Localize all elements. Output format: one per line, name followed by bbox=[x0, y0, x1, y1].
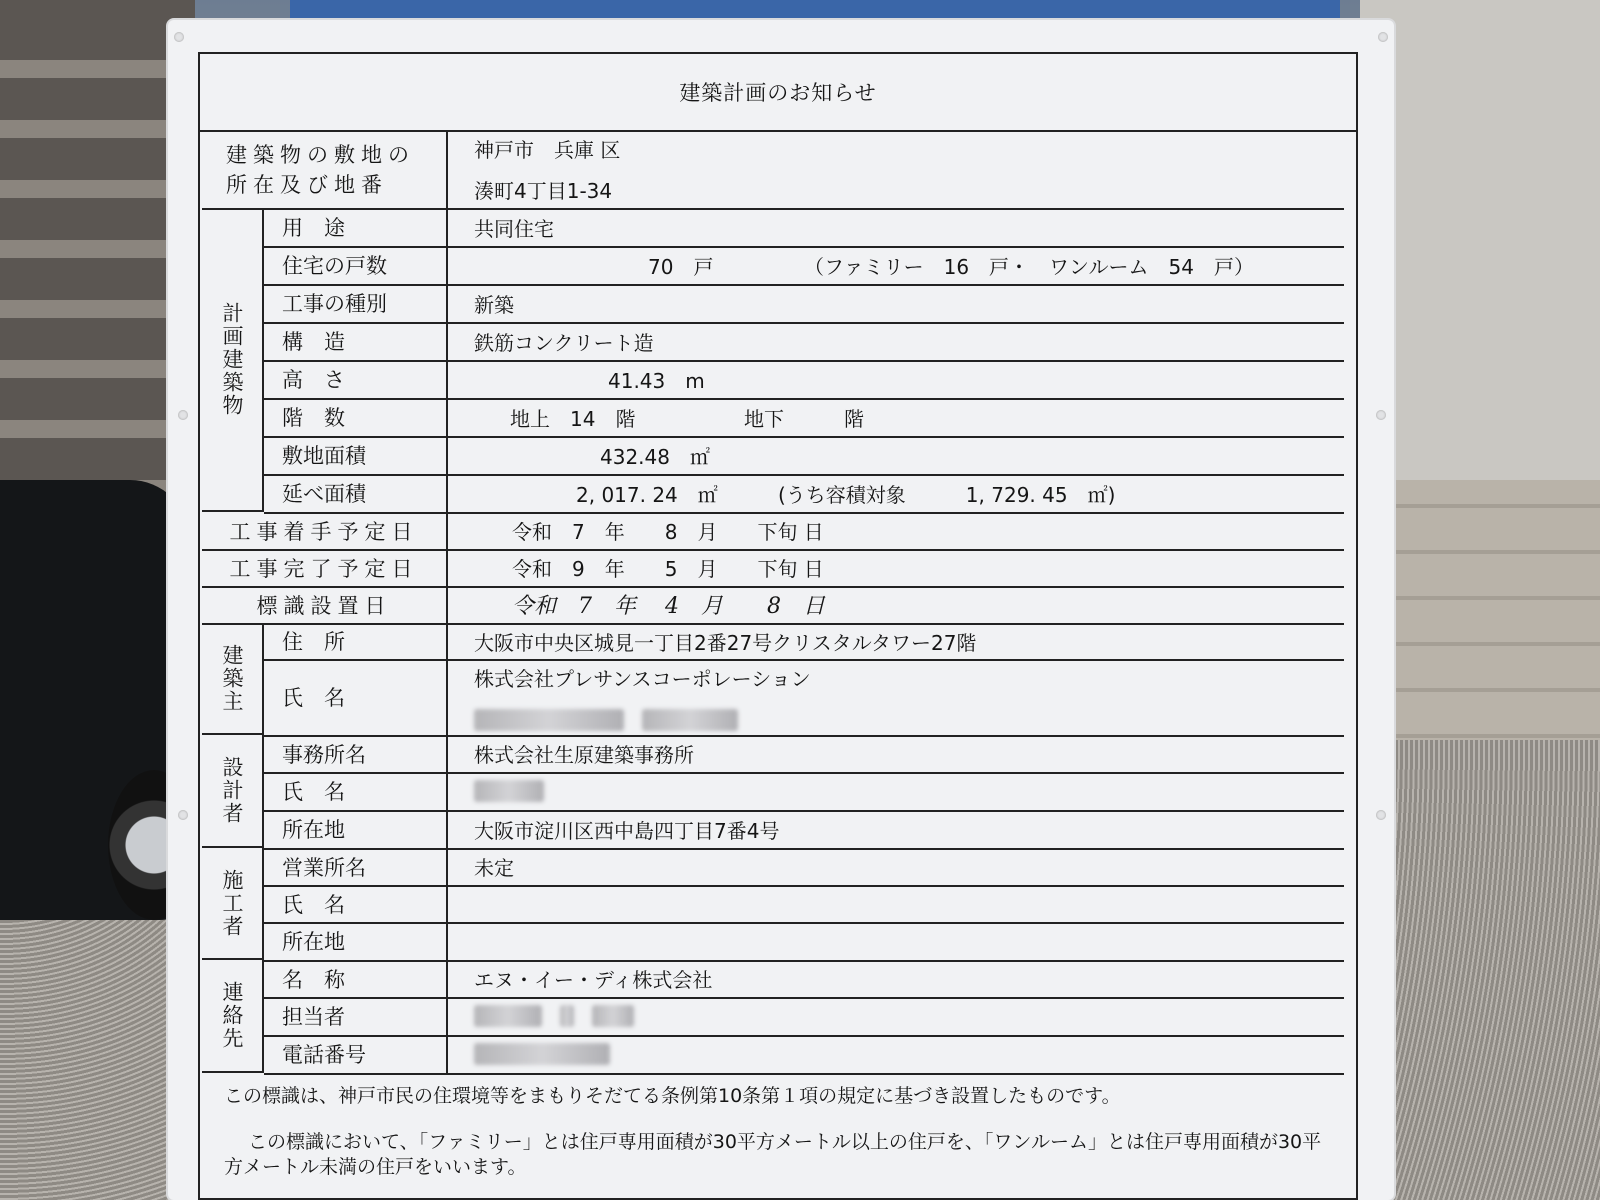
contact-phone-label: 電話番号 bbox=[264, 1035, 448, 1073]
floors-above: 地上 14 階 bbox=[510, 406, 636, 431]
contact-person-redacted bbox=[448, 997, 652, 1035]
floor-area-row bbox=[264, 474, 1344, 514]
ordinance-note: この標識は、神戸市民の住環境等をまもりそだてる条例第10条第１項の規定に基づき設置したものです。 bbox=[224, 1085, 1121, 1107]
notice-title: 建築計画のお知らせ bbox=[200, 54, 1356, 132]
site-area-row bbox=[264, 436, 1344, 476]
apartment-building-left bbox=[0, 0, 195, 560]
site-area-label: 敷地面積 bbox=[264, 436, 448, 474]
designer-name-label: 氏 名 bbox=[264, 772, 448, 810]
owner-name-label: 氏 名 bbox=[264, 659, 448, 735]
site-label-line2: 所在及び地番 bbox=[226, 173, 388, 197]
work-type-value: 新築 bbox=[474, 292, 514, 317]
owner-representative-redacted bbox=[474, 706, 756, 731]
contact-person-row bbox=[264, 997, 1344, 1037]
plan-group-label bbox=[202, 208, 264, 512]
structure-label: 構 造 bbox=[264, 322, 448, 360]
height-row bbox=[264, 360, 1344, 400]
block-wall bbox=[1360, 480, 1600, 780]
owner-group-label bbox=[202, 623, 264, 735]
finish-date-label: 工事完了予定日 bbox=[202, 549, 448, 586]
units-total: 70 戸 bbox=[648, 254, 714, 279]
floor-area-value: 2, 017. 24 ㎡ bbox=[576, 482, 718, 507]
owner-address-value: 大阪市中央区城見一丁目2番27号クリスタルタワー27階 bbox=[474, 630, 977, 655]
posted-date-row bbox=[202, 586, 1344, 625]
notice-sheet bbox=[198, 52, 1358, 1200]
contractor-office-label: 営業所名 bbox=[264, 848, 448, 885]
contractor-group-text: 施工者 bbox=[220, 868, 244, 938]
owner-company-name: 株式会社プレサンスコーポレーション bbox=[474, 667, 811, 692]
owner-address-label: 住 所 bbox=[264, 623, 448, 659]
start-date-label: 工事着手予定日 bbox=[202, 512, 448, 549]
contact-phone-redacted bbox=[448, 1035, 628, 1073]
designer-group-label bbox=[202, 735, 264, 848]
site-address-row bbox=[202, 130, 1344, 210]
work-type-label: 工事の種別 bbox=[264, 284, 448, 322]
site-label-line1: 建築物の敷地の bbox=[226, 143, 415, 167]
contractor-location-label: 所在地 bbox=[264, 922, 448, 960]
designer-name-redacted bbox=[448, 772, 562, 810]
owner-address-row bbox=[264, 623, 1344, 661]
designer-office-value: 株式会社生原建築事務所 bbox=[474, 743, 694, 767]
use-label: 用 途 bbox=[264, 208, 448, 246]
designer-location-label: 所在地 bbox=[264, 810, 448, 848]
definition-note: この標識において、「ファミリー」とは住戸専用面積が30平方メートル以上の住戸を、「ワンルーム」とは住戸専用面積が30平方メートル未満の住戸をいいます。 bbox=[224, 1131, 1322, 1178]
contractor-name-row bbox=[264, 885, 1344, 924]
contractor-location-row bbox=[264, 922, 1344, 962]
designer-office-label: 事務所名 bbox=[264, 735, 448, 772]
floors-label: 階 数 bbox=[264, 398, 448, 436]
units-breakdown: （ファミリー 16 戸・ ワンルーム 54 戸） bbox=[804, 254, 1254, 279]
contractor-office-row bbox=[264, 848, 1344, 887]
owner-group-text: 建築主 bbox=[220, 643, 244, 713]
contact-name-value: エヌ・イー・ディ株式会社 bbox=[474, 968, 713, 992]
designer-location-row bbox=[264, 810, 1344, 850]
contact-group-text: 連絡先 bbox=[220, 981, 244, 1050]
floor-area-note: (うち容積対象 1, 729. 45 ㎡) bbox=[778, 482, 1116, 507]
site-address-line1: 神戸市 兵庫 区 bbox=[474, 138, 621, 162]
units-row bbox=[264, 246, 1344, 286]
use-row bbox=[264, 208, 1344, 248]
finish-date-value: 令和 9 年 5 月 下旬 日 bbox=[512, 557, 824, 581]
work-type-row bbox=[264, 284, 1344, 324]
start-date-row bbox=[202, 512, 1344, 551]
units-label: 住宅の戸数 bbox=[264, 246, 448, 284]
designer-group-text: 設計者 bbox=[220, 756, 244, 825]
contact-person-label: 担当者 bbox=[264, 997, 448, 1035]
finish-date-row bbox=[202, 549, 1344, 588]
contact-group-label bbox=[202, 960, 264, 1073]
building-notice-board bbox=[168, 20, 1394, 1200]
posted-date-value: 令和 7 年 4 月 8 日 bbox=[512, 594, 825, 619]
structure-row bbox=[264, 322, 1344, 362]
designer-office-row bbox=[264, 735, 1344, 774]
height-label: 高 さ bbox=[264, 360, 448, 398]
contractor-name-label: 氏 名 bbox=[264, 885, 448, 922]
designer-location-value: 大阪市淀川区西中島四丁目7番4号 bbox=[474, 818, 780, 843]
site-address-line2: 湊町4丁目1-34 bbox=[474, 179, 613, 203]
site-area-value: 432.48 ㎡ bbox=[600, 444, 710, 469]
floors-below: 地下 階 bbox=[744, 406, 864, 431]
contact-phone-row bbox=[264, 1035, 1344, 1075]
contractor-group-label bbox=[202, 848, 264, 960]
start-date-value: 令和 7 年 8 月 下旬 日 bbox=[512, 520, 824, 544]
contact-name-label: 名 称 bbox=[264, 960, 448, 997]
floor-area-label: 延べ面積 bbox=[264, 474, 448, 512]
height-value: 41.43 m bbox=[608, 368, 705, 393]
contractor-office-value: 未定 bbox=[474, 856, 514, 880]
owner-name-row bbox=[264, 659, 1344, 737]
posted-date-label: 標識設置日 bbox=[202, 586, 448, 623]
plan-group-text: 計画建築物 bbox=[220, 301, 244, 417]
designer-name-row bbox=[264, 772, 1344, 812]
use-value: 共同住宅 bbox=[474, 216, 554, 241]
floors-row bbox=[264, 398, 1344, 438]
contact-name-row bbox=[264, 960, 1344, 999]
structure-value: 鉄筋コンクリート造 bbox=[474, 330, 654, 355]
